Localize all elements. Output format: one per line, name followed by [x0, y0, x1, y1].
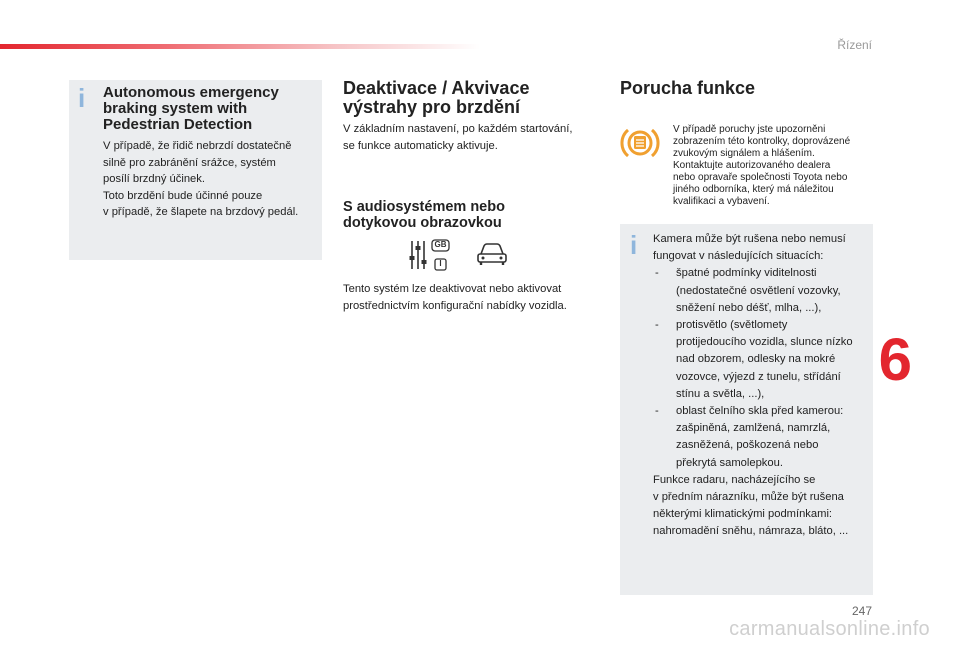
list-item: - protisvětlo (světlomety protijedoucího vozidla, slunce nízko nad obzorem, odlesky na mokré vozovce, výjezd z tunelu, střídání stínu a světla, ...),	[653, 317, 873, 403]
left-box-text: V případě, že řidič nebrzdí dostatečně silně pro zabránění srážce, systém posílí brzdný účinek. Toto brzdění bude účinné pouze v případě, že šlapete na brzdový pedál.	[103, 140, 299, 218]
deactivation-config-text: Tento systém lze deaktivovat nebo aktivovat prostřednictvím konfigurační nabídky vozidla.	[343, 283, 567, 312]
camera-info-text: Kamera může být rušena nebo nemusí fungovat v následujících situacích: - špatné podmínky viditelnosti (nedostatečné osvětlení vozovky, sněžení nebo déšť, mlha, ...), - protisvětlo (světlomety protijedoucího vozidla, slunce nízko nad obzorem, odlesky na mokré vozovce, výjezd z tunelu, střídání stínu a světla, ...), - oblast čelního skla před kamerou: zašpiněná, zamlžená, namrzlá, zasněžená, poškozená nebo překrytá samolepkou. Funkce radaru, nacházejícího se v předním nárazníku, může být rušena některými klimatickými podmínkami: nahromadění sněhu, námraza, bláto, ...	[653, 231, 873, 541]
audio-subsection-title: S audiosystémem nebo dotykovou obrazovkou	[343, 199, 505, 231]
gb-icon-label: GB	[434, 240, 447, 249]
deactivation-intro: V základním nastavení, po každém startování, se funkce automaticky aktivuje.	[343, 123, 573, 152]
i-icon-label: I	[439, 259, 442, 268]
deactivation-section-title: Deaktivace / Akvivace výstrahy pro brzdění	[343, 78, 530, 117]
camera-info-box	[620, 224, 873, 595]
info-icon: i	[630, 230, 638, 260]
list-item: - špatné podmínky viditelnosti (nedostatečné osvětlení vozovky, sněžení nebo déšť, mlha, ...),	[653, 265, 873, 317]
info-icon: i	[78, 83, 86, 113]
camera-conditions-list	[653, 265, 873, 471]
header-accent-bar	[0, 44, 480, 49]
car-icon	[476, 241, 508, 267]
left-box-title: Autonomous emergency braking system with Pedestrian Detection	[103, 84, 279, 133]
chapter-title: Řízení	[837, 38, 872, 52]
chapter-number: 6	[878, 326, 912, 393]
left-info-box	[69, 80, 322, 260]
list-item: - oblast čelního skla před kamerou: zašpiněná, zamlžená, namrzlá, zasněžená, poškozená nebo překrytá samolepkou.	[653, 403, 873, 472]
brake-warning-icon	[620, 126, 660, 160]
malfunction-warning-text: V případě poruchy jste upozorněni zobrazením této kontrolky, doprovázené zvukovým signálem a hlášením. Kontaktujte autorizovaného dealera nebo opravaře společnosti Toyota nebo jiného odborníka, který má náležitou kvalifikaci a vybavení.	[673, 124, 851, 207]
page-number: 247	[851, 604, 872, 618]
malfunction-section-title: Porucha funkce	[620, 78, 756, 98]
watermark: carmanualsonline.info	[729, 618, 930, 640]
